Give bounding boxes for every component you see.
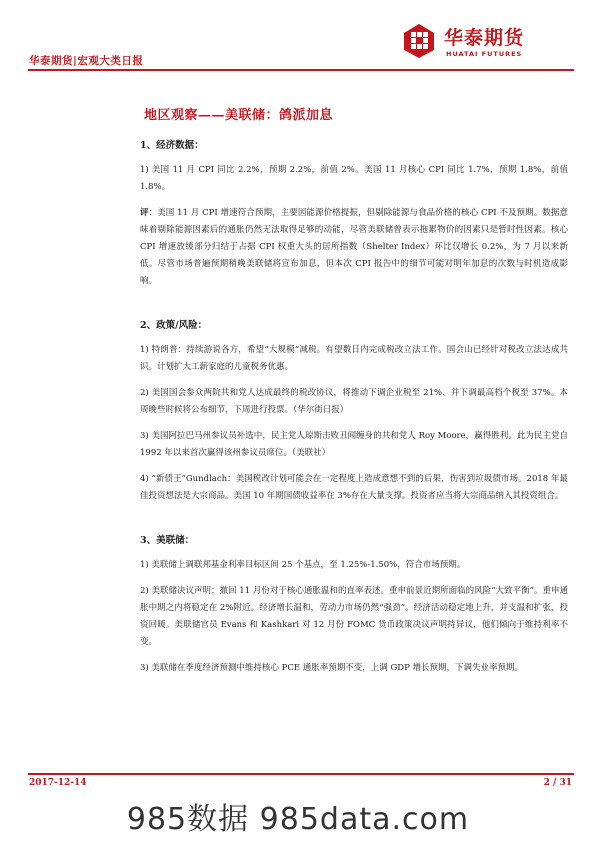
page-title: 地区观察——美联储：鸽派加息 [144,108,334,123]
section-heading: 2、政策/风险： [140,320,208,331]
logo-chinese-name: 华泰期货 [444,27,525,49]
paragraph-text: 2) 美联储决议声明：撤回 11 月份对于核心通胀温和的直率表述。重申前景近期所面临的风险“大致平衡”。重申通胀中期之内将稳定在 2%附近。经济增长温和，劳动力市场仍然“强劲”。经济活动稳定地上升，并支温和扩张，投资回暖。美联储官员 Evans 和 Kashkari 对 12 月份 FOMC 货币政策决议声明持异议，他们倾向于维持利率不变。 [140,586,568,647]
header-divider [28,69,574,71]
page-number: 2 / 31 [543,778,572,788]
section-heading: 3、美联储： [140,535,195,546]
logo-english-name: HUATAI FUTURES [446,50,523,58]
paragraph [140,557,568,574]
paragraph-text: 1) 特朗普：持续游说各方，希望“大规模”减税。有望数日内完成税改立法工作。国会山已经针对税改立法达成共识。计划扩大工薪家庭的儿童税务优惠。 [140,345,568,372]
paragraph-text: 1) 美联储上调联邦基金利率目标区间 25 个基点，至 1.25%-1.50%，符合市场预期。 [140,560,466,570]
paragraph-text: 3) 美联储在季度经济预测中维持核心 PCE 通胀率预期不变，上调 GDP 增长预期，下调失业率预期。 [140,663,523,673]
paragraph [140,428,568,462]
report-body [140,104,568,686]
paragraph [140,660,568,677]
paragraph-text: 美国 11 月 CPI 增速符合预期，主要因能源价格提振，但剔除能源与食品价格的核心 CPI 不及预期。数据意味着剔除能源因素后的通胀仍然无法取得足够的动能，尽管美联储曾表示拖累物价的因素只是暂时性因素。核心 CPI 增速放缓部分归结于占据 CPI 权重大头的居所指数（Shelter Index）环比仅增长 0.2%，为 7 月以来新低。尽管市场普遍预期稍晚美联储将宣布加息，但本次 CPI 报告中的细节可能对明年加息的次数与时机造成影响。 [140,208,568,286]
report-series-title: 华泰期货|宏观大类日报 [29,55,144,67]
paragraph-text: 4) “新债王”Gundlach：美国税改计划可能会在一定程度上造成意想不到的后果，伤害到垃圾债市场。2018 年最佳投资想法是大宗商品。美国 10 年期国债收益率在 3%存在大量支撑。投资者应当将大宗商品纳入其投资组合。 [140,474,568,501]
paragraph-text: 2) 美国国会参众两院共和党人达成最终的税改协议，将推动下调企业税至 21%、并下调最高档个税至 37%。本周晚些时候将公布细节，下周进行投票。（华尔街日报） [140,388,568,415]
paragraph [140,385,568,419]
huatai-logo-icon [404,24,434,58]
footer-divider [28,773,574,775]
paragraph [140,471,568,505]
paragraph [140,162,568,196]
paragraph-text: 3) 美国阿拉巴马州参议员补选中，民主党人琼斯击败丑闻缠身的共和党人 Roy Moore，赢得胜利。此为民主党自 1992 年以来首次赢得该州参议员席位。（美联社） [140,431,568,458]
paragraph-text: 1) 美国 11 月 CPI 同比 2.2%，预期 2.2%，前值 2%。美国 11 月核心 CPI 同比 1.7%，预期 1.8%，前值 1.8%。 [140,165,568,192]
report-date: 2017-12-14 [29,778,87,788]
paragraph [140,583,568,651]
paragraph [140,205,568,290]
section-heading: 1、经济数据： [140,140,204,151]
site-watermark: 985数据 985data.com [126,802,470,837]
comment-label: 评： [140,208,158,218]
company-logo [404,22,574,66]
paragraph [140,342,568,376]
